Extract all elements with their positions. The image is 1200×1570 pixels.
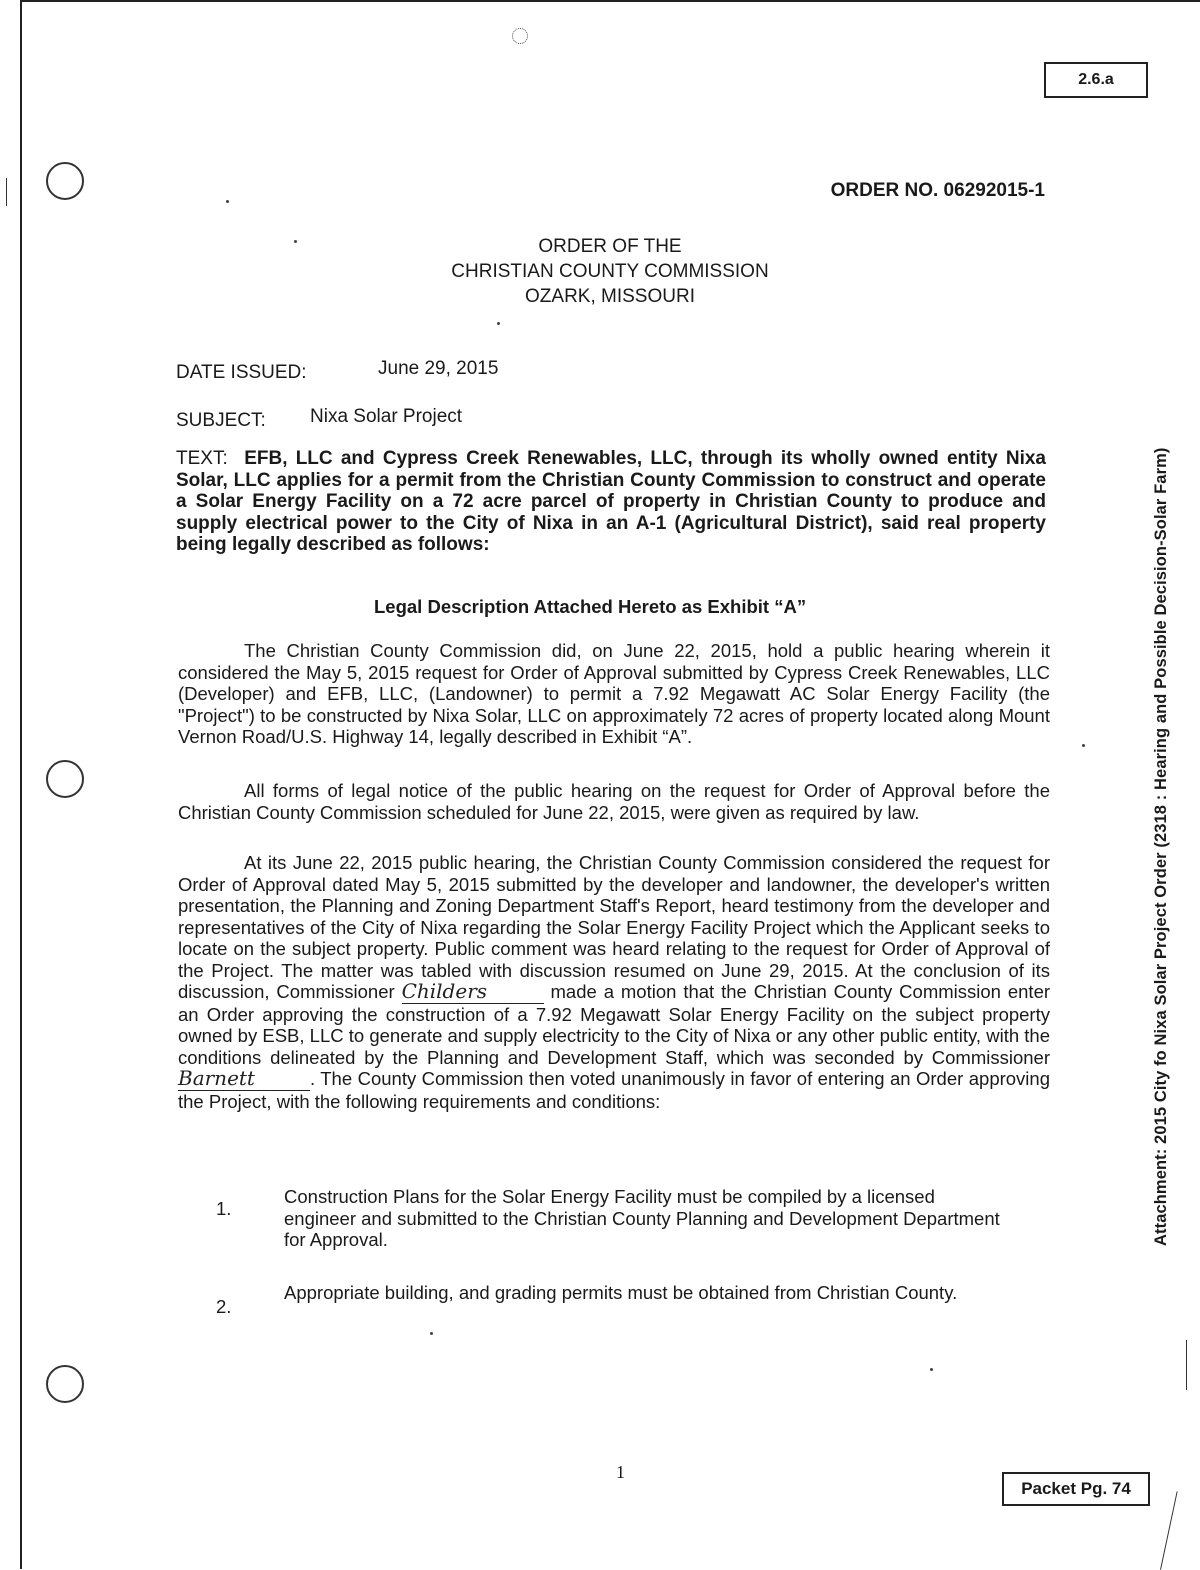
heading-line-2: CHRISTIAN COUNTY COMMISSION (451, 261, 769, 282)
scan-edge-top (20, 0, 1200, 2)
speck (430, 1332, 433, 1335)
condition-2-number: 2. (216, 1296, 232, 1317)
text-body: EFB, LLC and Cypress Creek Renewables, LLC, through its wholly owned entity Nixa Solar, LLC applies for a permit from the Christian County Commission to construct and operate a Solar Energy Facility on a 72 acre parcel of property in Christian County to produce and supply electrical power to the City of Nixa in an A-1 (Agricultural District), said real property being legally described as follows: (176, 448, 1046, 555)
page-number: 1 (616, 1462, 625, 1482)
punch-hole-icon (46, 162, 84, 200)
text-label: TEXT: (176, 448, 228, 469)
date-issued-label: DATE ISSUED: (176, 362, 307, 383)
packet-page-number: Packet Pg. 74 (1021, 1479, 1131, 1498)
commissioner-signature-motion: Childers (402, 981, 544, 1004)
date-issued-value: June 29, 2015 (378, 358, 499, 379)
scan-mark (1160, 1491, 1179, 1570)
hearing-paragraph-text: The Christian County Commission did, on June 22, 2015, hold a public hearing wherein it considered the May 5, 2015 request for Order of Approval submitted by Cypress Creek Renewables, LLC (Developer) and EFB, LLC, (Landowner) to permit a 7.92 Megawatt AC Solar Energy Facility (the "Project") to be constructed by Nixa Solar, LLC on approximately 72 acres of property located along Mount Vernon Road/U.S. Highway 14, legally described in Exhibit “A”. (178, 640, 1050, 747)
commissioner-signature-second: Barnett (178, 1068, 310, 1091)
scan-mark (6, 178, 7, 206)
subject-value: Nixa Solar Project (310, 406, 463, 427)
hearing-paragraph (178, 640, 1050, 748)
speck (930, 1368, 933, 1371)
speck (497, 322, 500, 325)
notice-paragraph (178, 780, 1050, 823)
decision-paragraph-part1: At its June 22, 2015 public hearing, the Christian County Commission considered the request for Order of Approval dated May 5, 2015 submitted by the developer and landowner, the developer's written presentation, the Planning and Zoning Department Staff's Report, heard testimony from the developer and representatives of the City of Nixa regarding the Solar Energy Facility Project which the Applicant seeks to locate on the subject property. Public comment was heard relating to the request for Order of Approval of the Project. The matter was tabled with discussion resumed on June 29, 2015. At the conclusion of its discussion, Commissioner (178, 852, 1050, 1002)
scan-mark (1186, 1340, 1187, 1390)
punch-hole-icon (46, 760, 84, 798)
decision-paragraph-part3: . The County Commission then voted unanimously in favor of entering an Order approving the Project, with the following requirements and conditions: (178, 1068, 1050, 1112)
condition-1-text: Construction Plans for the Solar Energy Facility must be compiled by a licensed engineer and submitted to the Christian County Planning and Development Department for Approval. (284, 1186, 1000, 1250)
heading-line-1: ORDER OF THE (538, 236, 682, 257)
condition-2-text: Appropriate building, and grading permits must be obtained from Christian County. (284, 1282, 958, 1303)
agenda-item-badge (1044, 62, 1148, 98)
decision-paragraph-part2: made a motion that the Christian County Commission enter an Order approving the construction of a 7.92 Megawatt Solar Energy Facility on the subject property owned by ESB, LLC to generate and supply electricity to the City of Nixa or any other public entity, with the conditions delineated by the Planning and Development Staff, which was seconded by Commissioner (178, 981, 1051, 1068)
agenda-item-number: 2.6.a (1078, 71, 1114, 88)
speck (226, 200, 229, 203)
condition-1-number: 1. (216, 1198, 232, 1219)
attachment-side-label: Attachment: 2015 City fo Nixa Solar Project Order (2318 : Hearing and Possible Decision-Solar Farm) (1152, 447, 1170, 1246)
heading-line-3: OZARK, MISSOURI (525, 286, 695, 307)
packet-page-badge (1002, 1472, 1150, 1506)
subject-label: SUBJECT: (176, 410, 266, 431)
order-number: ORDER NO. 06292015-1 (830, 180, 1045, 201)
text-block (176, 448, 1046, 556)
decision-paragraph (178, 852, 1050, 1112)
smudge-icon (512, 28, 528, 44)
legal-description-heading: Legal Description Attached Hereto as Exhibit “A” (374, 596, 807, 617)
document-heading (0, 234, 1200, 309)
notice-paragraph-text: All forms of legal notice of the public hearing on the request for Order of Approval before the Christian County Commission scheduled for June 22, 2015, were given as required by law. (178, 780, 1050, 823)
punch-hole-icon (46, 1365, 84, 1403)
speck (1082, 744, 1085, 747)
